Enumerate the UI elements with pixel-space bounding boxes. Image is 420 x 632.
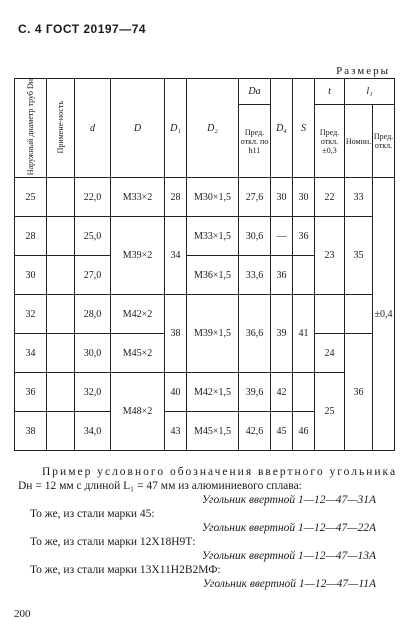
cell-application	[47, 412, 75, 451]
cell-application	[47, 217, 75, 256]
header-S: S	[293, 79, 315, 178]
cell-Da: 33,6	[239, 256, 271, 295]
cell-D4: 45	[271, 412, 293, 451]
cell-dn: 38	[15, 412, 47, 451]
cell-D4: 36	[271, 256, 293, 295]
cell-application	[47, 178, 75, 217]
header-D2: D₂	[187, 79, 239, 178]
cell-t: 23	[315, 217, 345, 295]
cell-S: 30	[293, 178, 315, 217]
cell-S	[293, 256, 315, 295]
cell-dn: 36	[15, 373, 47, 412]
header-application: Примене-ность	[47, 79, 75, 178]
cell-dn: 30	[15, 256, 47, 295]
cell-Da: 39,6	[239, 373, 271, 412]
header-dn: Наружный диаметр труб Dн	[15, 79, 47, 178]
cell-D1: 40	[165, 373, 187, 412]
cell-D: M39×2	[111, 217, 165, 295]
header-D1: D₁	[165, 79, 187, 178]
cell-D4: —	[271, 217, 293, 256]
cell-D: M42×2	[111, 295, 165, 334]
cell-D1: 43	[165, 412, 187, 451]
cell-D2: M39×1,5	[187, 295, 239, 373]
table-row	[15, 373, 395, 412]
cell-dn: 34	[15, 334, 47, 373]
header-t: t	[315, 79, 345, 105]
cell-application	[47, 295, 75, 334]
cell-Da: 27,6	[239, 178, 271, 217]
header-d: d	[75, 79, 111, 178]
cell-D1: 38	[165, 295, 187, 373]
designation-line: Угольник ввертной 1—12—47—22А	[201, 522, 376, 534]
cell-t	[315, 295, 345, 334]
cell-t: 25	[315, 373, 345, 451]
cell-d: 22,0	[75, 178, 111, 217]
cell-S	[293, 373, 315, 412]
cell-l1	[345, 295, 373, 334]
header-D4: D₄	[271, 79, 293, 178]
cell-D: M45×2	[111, 334, 165, 373]
cell-D2: M42×1,5	[187, 373, 239, 412]
cell-t: 24	[315, 334, 345, 373]
cell-S: 46	[293, 412, 315, 451]
cell-D4: 42	[271, 373, 293, 412]
header-D: D	[111, 79, 165, 178]
designation-example	[18, 465, 398, 591]
cell-d: 32,0	[75, 373, 111, 412]
cell-l1: 33	[345, 178, 373, 217]
cell-D2: M45×1,5	[187, 412, 239, 451]
designation-line: Угольник ввертной 1—12—47—13А	[201, 550, 376, 562]
cell-dn: 32	[15, 295, 47, 334]
cell-S: 41	[293, 295, 315, 373]
header-l1: l₁	[345, 79, 395, 105]
cell-Da: 42,6	[239, 412, 271, 451]
cell-D2: M30×1,5	[187, 178, 239, 217]
designation-line: Угольник ввертной 1—12—47—31А	[201, 494, 376, 506]
example-heading: Пример условного обозначения ввертного угольника	[42, 466, 398, 478]
cell-d: 34,0	[75, 412, 111, 451]
cell-application	[47, 373, 75, 412]
designation-line: Угольник ввертной 1—12—47—11А	[202, 578, 376, 590]
material-line: То же, из стали марки 13Х11Н2В2МФ:	[30, 564, 221, 576]
cell-t: 22	[315, 178, 345, 217]
cell-D2: M36×1,5	[187, 256, 239, 295]
cell-D1: 28	[165, 178, 187, 217]
cell-d: 28,0	[75, 295, 111, 334]
cell-D: M33×2	[111, 178, 165, 217]
cell-l1: 36	[345, 334, 373, 451]
cell-d: 25,0	[75, 217, 111, 256]
cell-D: M48×2	[111, 373, 165, 451]
header-t-tolerance: Пред. откл. ±0,3	[315, 105, 345, 178]
table-row	[15, 217, 395, 256]
cell-Da: 30,6	[239, 217, 271, 256]
header-l1-tolerance: Пред. откл.	[373, 105, 395, 178]
dimensions-table	[14, 78, 395, 451]
cell-Da: 36,6	[239, 295, 271, 373]
cell-dn: 25	[15, 178, 47, 217]
example-intro: Dн = 12 мм с длиной L₁ = 47 мм из алюминиевого сплава:	[18, 480, 302, 492]
material-line: То же, из стали марки 12Х18Н9Т:	[30, 536, 196, 548]
table-row	[15, 295, 395, 334]
page-header: С. 4 ГОСТ 20197—74	[18, 22, 147, 36]
header-Da: Dа	[239, 79, 271, 105]
cell-application	[47, 334, 75, 373]
cell-S: 36	[293, 217, 315, 256]
cell-dn: 28	[15, 217, 47, 256]
header-l1-nominal: Номин.	[345, 105, 373, 178]
material-line: То же, из стали марки 45:	[30, 508, 155, 520]
cell-D4: 30	[271, 178, 293, 217]
cell-l1: 35	[345, 217, 373, 295]
header-Da-tolerance: Пред. откл. по h11	[239, 105, 271, 178]
cell-d: 27,0	[75, 256, 111, 295]
cell-application	[47, 256, 75, 295]
cell-d: 30,0	[75, 334, 111, 373]
page-number: 200	[14, 608, 31, 620]
table-row	[15, 178, 395, 217]
cell-D2: M33×1,5	[187, 217, 239, 256]
cell-l1-tolerance: ±0,4	[373, 178, 395, 451]
sizes-caption: Размеры	[336, 65, 390, 77]
cell-D1: 34	[165, 217, 187, 295]
cell-D4: 39	[271, 295, 293, 373]
